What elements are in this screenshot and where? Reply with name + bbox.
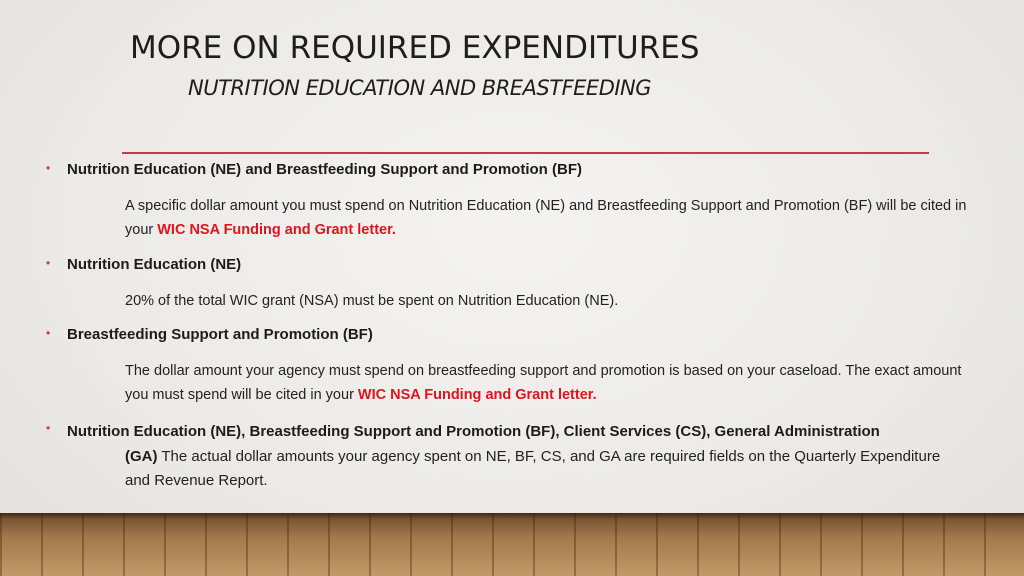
- bullet-heading: Breastfeeding Support and Promotion (BF): [67, 326, 373, 343]
- highlight-text: WIC NSA Funding and Grant letter.: [157, 222, 396, 238]
- bullet-icon: •: [46, 161, 51, 175]
- bullet-heading: Nutrition Education (NE): [67, 256, 242, 273]
- bullet-icon: •: [46, 326, 51, 340]
- slide-title: MORE ON REQUIRED EXPENDITURES: [130, 30, 700, 66]
- bullet-paragraph: [125, 359, 985, 407]
- paragraph-text: The dollar amount your agency must spend on breastfeeding support and promotion is based on your caseload. The exact amount you must spend will be cited in your: [125, 363, 962, 403]
- bullet-paragraph: [125, 194, 985, 242]
- bullet-heading-cont: (GA): [125, 447, 158, 465]
- bullet-heading: Nutrition Education (NE) and Breastfeeding Support and Promotion (BF): [67, 161, 582, 178]
- paragraph-line: [67, 445, 997, 470]
- floor-shadow: [0, 513, 1024, 519]
- bullet-icon: •: [46, 256, 51, 270]
- paragraph-line: and Revenue Report.: [125, 472, 268, 489]
- slide-subtitle: NUTRITION EDUCATION AND BREASTFEEDING: [188, 76, 652, 100]
- wood-floor-decoration: [0, 513, 1024, 576]
- bullet-paragraph: [67, 420, 997, 494]
- bullet-heading: Nutrition Education (NE), Breastfeeding Support and Promotion (BF), Client Services (CS), General Administration: [67, 423, 880, 440]
- bullet-paragraph: [125, 289, 985, 313]
- bullet-icon: •: [46, 421, 51, 435]
- paragraph-text: The actual dollar amounts your agency spent on NE, BF, CS, and GA are required fields on the Quarterly Expenditure: [157, 447, 941, 465]
- title-divider: [122, 152, 929, 154]
- paragraph-text: A specific dollar amount you must spend on Nutrition Education (NE) and Breastfeeding Support and Promotion (BF) will be cited in your: [125, 198, 967, 238]
- highlight-text: WIC NSA Funding and Grant letter.: [357, 387, 597, 403]
- paragraph-text: 20% of the total WIC grant (NSA) must be spent on Nutrition Education (NE).: [125, 293, 619, 309]
